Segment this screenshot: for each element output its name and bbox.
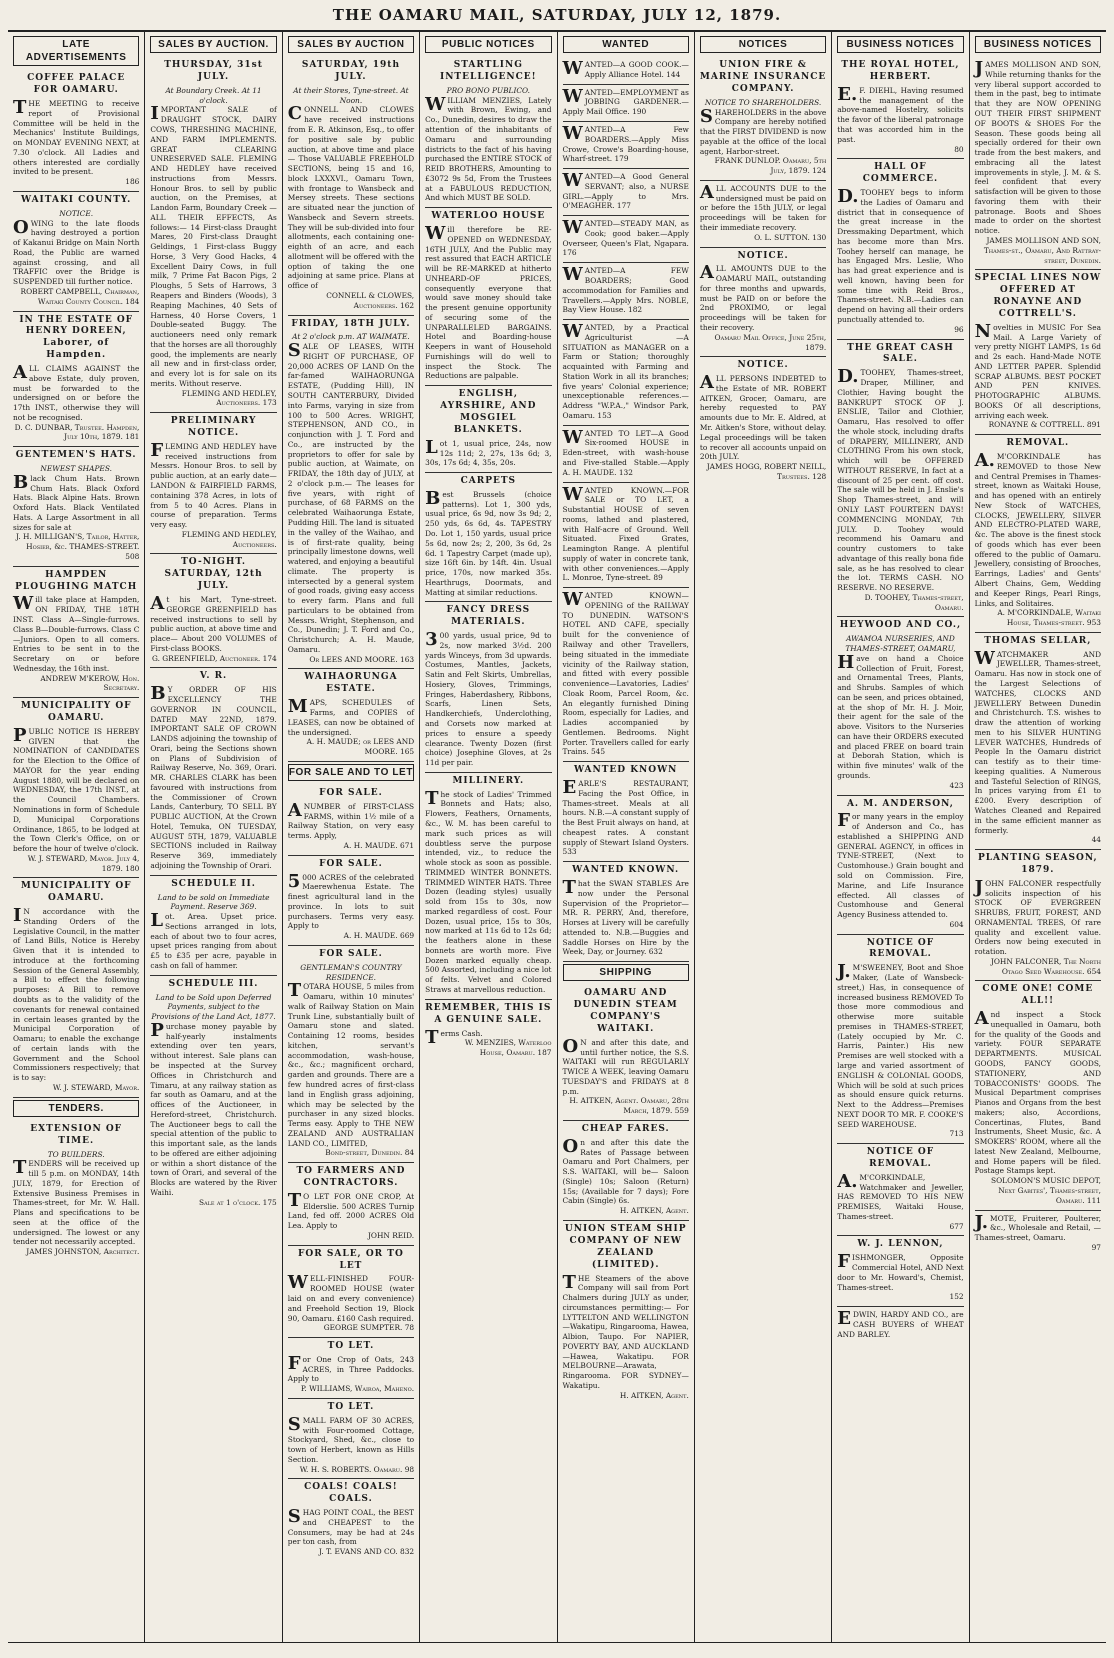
ad-title: W. J. LENNON, <box>857 1239 944 1250</box>
ad-body: For many years in the employ of Anderson and Co., has established a SHIPPING AND GENERAL AGENCY, in offices in TYNE-STREET, (Next to Customhouse.) Grain bought and sold on Commission. Fire, Marine, and Life Insurance effected. All classes of Customhouse and General Agency Business attended to. <box>837 810 964 920</box>
section-heading: PUBLIC NOTICES <box>425 36 551 53</box>
ad-title: NOTICE OF REMOVAL. <box>866 937 935 960</box>
advertisement <box>837 796 963 935</box>
section-heading: TENDERS. <box>13 1100 139 1117</box>
ad-title: TO-NIGHT. SATURDAY, 12th JULY. <box>164 557 263 592</box>
ad-subtitle: TO BUILDERS. <box>47 1149 105 1159</box>
section-heading: SALES BY AUCTION <box>288 36 414 53</box>
columns <box>8 32 1106 1643</box>
advertisement <box>13 567 139 698</box>
ad-title: REMOVAL. <box>1006 438 1070 449</box>
ad-body: FISHMONGER, Opposite Commercial Hotel, AND Next door to Mr. Howard's, Chemist, Thames-street. <box>837 1251 964 1292</box>
ad-body: WANTED—STEADY MAN, as Cook; good baker.—Apply Overseer, Queen's Flat, Ngapara. 176 <box>562 217 689 258</box>
ad-signature: ROBERT CAMPBELL, Chairman, Waitaki County Council. 184 <box>20 287 140 306</box>
ad-title: REMEMBER, THIS IS A GENUINE SALE. <box>425 1002 552 1025</box>
advertisement <box>975 633 1101 850</box>
ad-subtitle: PRO BONO PUBLICO. <box>446 85 531 95</box>
ad-body: Have on hand a Choice Collection of Fruit, Forest, and Ornamental Trees, Plants, and Shrubs. Samples of which can be seen, and prices obtained, at the shop of Mr. H. J. Moir, their agent for the sale of the above. Visitors to the Nurseries can have their ORDERS executed and placed FREE on board train at Deborah Station, which is within five minutes' walk of the grounds. <box>837 651 964 781</box>
advertisement <box>425 208 551 386</box>
ad-body: 5000 ACRES of the celebrated Maerewhenua Estate. The finest agricultural land in the province. In lots to suit purchasers. Terms very easy. Apply to <box>287 870 415 931</box>
ad-body: ON and after this date, and until further notice, the S.S. WAITAKI will run REGULARLY TWICE A WEEK, leaving Oamaru TUESDAY'S and FRIDAYS at 8 p.m. <box>562 1035 689 1096</box>
advertisement <box>288 316 414 670</box>
advertisement <box>288 1399 414 1479</box>
ad-subtitle: NOTICE TO SHAREHOLDERS. <box>704 97 822 107</box>
ad-body: WANTED—A Good General SERVANT; also, a NURSE GIRL.—Apply to Mrs. O'MEAGHER. 177 <box>562 170 689 211</box>
advertisement <box>13 447 139 567</box>
ad-title: COFFEE PALACE FOR OAMARU. <box>27 73 126 96</box>
ad-body: TENDERS will be received up till 5 p.m. on MONDAY, 14th JULY, 1879, for Erection of Extensive Business Premises in Thames-street, for Mr. W. Hall. Plans and specifications to be seen at the office of the undersigned. The lowest or any tender not necessarily accepted. <box>13 1157 140 1247</box>
advertisement <box>288 946 414 1163</box>
ad-body: E.F. DIEHL, Having resumed the management of the above-named Hostelry, solicits the favor of the liberal patronage that was accorded him in the past. <box>837 83 964 144</box>
ad-signature: H. AITKEN, Agent. <box>619 1206 689 1216</box>
advertisement <box>425 386 551 473</box>
ad-signature: 80 <box>954 144 964 154</box>
section-heading: SALES BY AUCTION. <box>150 36 276 53</box>
ad-signature: 44 <box>1091 835 1101 845</box>
ad-signature: D. C. DUNBAR, Trustee. Hampden, July 10th, 1879. 181 <box>14 422 140 442</box>
ad-signature: FLEMING AND HEDLEY, Auctioneers. <box>181 529 277 549</box>
ad-signature: 423 <box>949 780 964 790</box>
ad-subtitle: At 2 o'clock p.m. AT WAIMATE. <box>292 332 410 342</box>
column-8 <box>970 32 1106 1642</box>
ad-title: SCHEDULE II. <box>171 878 256 889</box>
ad-signature: W. MENZIES, Waterloo House, Oamaru. 187 <box>464 1038 552 1058</box>
advertisement <box>563 426 689 483</box>
ad-title: THURSDAY, 31st JULY. <box>164 60 263 83</box>
ad-signature: JOHN REID. <box>367 1230 415 1240</box>
ad-body: WILLIAM MENZIES, Lately with Brown, Ewing, and Co., Dunedin, desires to draw the attention of the inhabitants of Oamaru and surrounding districts to the fact of his having purchased the ENTIRE STOCK of REID BROTHERS, Amounting to £3072 9s 5d, From the Trustees at a FABULOUS REDUCTION, And which MUST BE SOLD. <box>425 93 552 203</box>
ad-body: EARLE'S RESTAURANT, Facing the Post Office, in Thames-street. Meals at all hours. N.B.—A constant supply of the Best Fruit always on hand, at cheapest rates. A constant supply of Stewart Island Oysters. 533 <box>562 777 689 857</box>
ad-title: WATERLOO HOUSE <box>431 211 546 222</box>
ad-body: WANTED—A GOOD COOK.—Apply Alliance Hotel. 144 <box>562 58 689 80</box>
advertisement <box>563 588 689 762</box>
ad-body: J.MOTE, Fruiterer, Poulterer, &c., Wholesale and Retail, — Thames-street, Oamaru. <box>974 1211 1101 1243</box>
advertisement <box>975 981 1101 1210</box>
ad-title: ENGLISH, AYRSHIRE, AND MOSGIEL BLANKETS. <box>440 389 537 435</box>
advertisement <box>288 1163 414 1246</box>
ad-subtitle: Land to be Sold upon Deferred Payments, subject to the Provisions of the Land Act, 1877. <box>151 992 276 1022</box>
advertisement <box>975 1211 1101 1257</box>
ad-body: Purchase money payable by half-yearly instalments extending over ten years, without interest. Sale plans can be inspected at the Survey Offices in Christchurch and Timaru, at any railway station as far south as Oamaru, and at the offices of the Auctioneer, in Hereford-street, Christchurch. The Auctioneer begs to call the special attention of the public to this important sale, as the lands to be offered are either adjoining or within a short distance of the town of Orari, and several of the Blocks are watered by the River Waihi. <box>150 1019 277 1197</box>
ad-subtitle: NOTICE. <box>59 208 94 218</box>
advertisement <box>837 1144 963 1236</box>
ad-title: TO LET. <box>327 1401 375 1412</box>
ad-signature: D. TOOHEY, Thames-street, Oamaru. <box>864 592 964 612</box>
advertisement <box>563 985 689 1121</box>
ad-signature: Or LEES AND MOORE. 163 <box>309 654 415 664</box>
ad-body: TO LET FOR ONE CROP, At Elderslie. 500 ACRES Turnip Land, fed off. 2000 ACRES Old Lea. Apply to <box>287 1189 415 1231</box>
ad-signature: 97 <box>1091 1242 1101 1252</box>
ad-body: EDWIN, HARDY AND CO., are CASH BUYERS of WHEAT AND BARLEY. <box>837 1308 964 1339</box>
ad-body: 300 yards, usual price, 9d to 2s, now marked 3½d. 200 yards Winceys, from 3d upwards. Costumes, Mantles, Jackets, Satin and Felt Skirts, Umbrellas, Hosiery, Gloves, Trimmings, Fringes, Haberdashery, Ribbons, Scarfs, Linen Sets, Handkerchiefs, Underclothing, and Corsets now marked at prices to ensure a speedy clearance. Twenty Dozen (first choice) Josephine Gloves, at 2s 11d per pair. <box>425 629 552 768</box>
ad-title: COME ONE! COME ALL!! <box>982 984 1094 1007</box>
advertisement <box>150 668 276 875</box>
advertisement <box>150 554 276 668</box>
column-1 <box>8 32 145 1642</box>
ad-body: WANTED—EMPLOYMENT as JOBBING GARDENER.—Apply Mail Office. 190 <box>562 85 689 117</box>
ad-signature: SOLOMON'S MUSIC DEPOT, Next Gabites', Thames-street, Oamaru. 111 <box>991 1176 1101 1205</box>
ad-body: OWING to the late floods having destroyed a portion of Kakanui Bridge on Main North Road, the Public are warned against crossing, and all TRAFFIC over the Bridge is SUSPENDED till further notice. <box>13 216 140 287</box>
ad-body: JAMES MOLLISON AND SON, While returning thanks for the very liberal support accorded to them in the past, beg to intimate that they are NOW OPENING OUT THEIR FIRST SHIPMENT OF BOOTS & SHOES For the Season. These goods being all specially ordered for their own trade from the best makers, and embracing all the latest improvements in style, J. M. & S. feel confident that every satisfaction will be given to those favoring them with their patronage. Boots and Shoes made to order on the shortest notice. <box>974 58 1101 236</box>
ad-title: OAMARU AND DUNEDIN STEAM COMPANY'S WAITAKI. <box>573 988 678 1034</box>
ad-title: THOMAS SELLAR, <box>984 635 1092 646</box>
ad-signature: FRANK DUNLOP. Oamaru, 5th July, 1879. 124 <box>714 156 827 176</box>
ad-title: NOTICE. <box>737 360 789 371</box>
ad-title: MILLINERY. <box>452 775 525 786</box>
advertisement <box>975 270 1101 435</box>
advertisement <box>837 340 963 618</box>
ad-title: SPECIAL LINES NOW OFFERED AT RONAYNE AND COTTRELL'S. <box>974 273 1102 319</box>
ad-signature: A. H. MAUDE. 669 <box>343 931 415 941</box>
ad-title: THE GREAT CASH SALE. <box>847 342 954 365</box>
ad-body: ALL CLAIMS AGAINST the above Estate, duly proven, must be forwarded to the undersigned on or before the 17th INST., otherwise they will not be recognised. <box>13 362 140 422</box>
advertisement <box>13 70 139 192</box>
ad-signature: A. H. MAUDE. 671 <box>343 840 415 850</box>
advertisement <box>563 1221 689 1404</box>
advertisement <box>150 413 276 554</box>
ad-title: THE ROYAL HOTEL, HERBERT. <box>841 60 960 83</box>
ad-title: PLANTING SEASON, 1879. <box>977 853 1098 875</box>
section-heading: BUSINESS NOTICES <box>837 36 963 53</box>
ad-title: NOTICE. <box>737 250 789 261</box>
advertisement <box>975 57 1101 270</box>
ad-signature: 713 <box>949 1129 964 1139</box>
ad-signature: P. WILLIAMS, Wairoa, Maheno. <box>300 1384 415 1394</box>
ad-signature: Sale at 1 o'clock. 175 <box>198 1197 277 1207</box>
ad-signature: W. J. STEWARD, Mayor. <box>52 1082 140 1092</box>
advertisement <box>700 57 826 181</box>
ad-title: FRIDAY, 18TH JULY. <box>291 318 411 329</box>
advertisement <box>13 1121 139 1261</box>
ad-body: For One Crop of Oats, 243 ACRES, in Three Paddocks. Apply to <box>287 1352 415 1384</box>
ad-signature: 96 <box>954 324 964 334</box>
ad-signature: 186 <box>125 177 140 187</box>
ad-title: FOR SALE, OR TO LET <box>298 1248 404 1271</box>
advertisement <box>288 1246 414 1338</box>
ad-title: FOR SALE. <box>319 858 383 869</box>
advertisement <box>13 192 139 312</box>
ad-body: Best Brussels (choice patterns). Lot 1, 300 yds, usual price, 6s 9d, now 3s 9d; 2, 250 yds, 6s 6d, 4s. TAPESTRY Do. Lot 1, 150 yards, usual price 5s 6d, now 2s; 2, 200, 3s 6d, 2s 6d. 1 Tapestry Carpet (made up), size 16ft 6in. by 14ft. 4in. Usual price, 170s, now marked 35s. Hearthrugs, Doormats, and Matting at similar reductions. <box>425 487 552 597</box>
ad-body: That the SWAN STABLES Are now under the Personal Supervision of the Proprietor— MR. R. PERRY, And, therefore, Horses at Livery will be carefully attended to. N.B.—Buggies and Saddle Horses on Hire by the Week, Day, or Journey. 632 <box>562 877 689 957</box>
advertisement <box>837 935 963 1145</box>
column-7 <box>832 32 969 1642</box>
ad-subtitle: AWAMOA NURSERIES, AND THAMES-STREET, OAMARU, <box>845 634 956 654</box>
advertisement <box>425 473 551 602</box>
advertisement <box>13 878 139 1097</box>
ad-body: Will therefore be RE-OPENED on WEDNESDAY, 16TH JULY, And the Public may rest assured that EACH ARTICLE will be RE-MARKED at hitherto UNHEARD-OF PRICES, consequently everyone that would save money should take the present genuine opportunity of securing some of the UNPARALLELED BARGAINS. Hotel and Boarding-house Keepers in want of Household Furnishings will do well to inspect the Stock. The Reductions are palpable. <box>425 223 552 381</box>
ad-title: IN THE ESTATE OF HENRY DOREEN, Laborer, of Hampden. <box>19 314 134 361</box>
ad-body: D.TOOHEY, Thames-street, Draper, Milliner, and Clothier, Having bought the BANKRUPT STOCK OF J. ENSLIE, Tailor and Clothier, Oamaru, Has resolved to offer the whole stock, including drafts of DRAPERY, MILLINERY, AND CLOTHING From his own stock, which will be OFFERED WITHOUT RESERVE, In fact at a discount of 25 per cent. off cost. The sale will be held in J. Enslie's Shop Thames-street, and will ONLY LAST FOURTEEN DAYS! COMMENCING MONDAY, 7th JULY. D. Toohey would recommend his Oamaru and country customers to take advantage of this really bona fide sale, as he has resolved to clear the lot. TERMS CASH. NO RESERVE. NO RESERVE. <box>837 366 964 593</box>
ad-title: FOR SALE. <box>319 787 383 798</box>
advertisement <box>563 169 689 216</box>
ad-title: COALS! COALS! COALS. <box>304 1482 398 1505</box>
ad-title: NOTICE OF REMOVAL. <box>866 1147 935 1170</box>
ad-signature: 604 <box>949 919 964 929</box>
ad-subtitle: GENTLEMAN'S COUNTRY RESIDENCE. <box>300 962 402 982</box>
ad-signature: W. H. S. ROBERTS. Oamaru. 98 <box>299 1464 415 1474</box>
advertisement <box>288 57 414 315</box>
ad-signature: JAMES HOGG, ROBERT NEILL, Trustees. 128 <box>706 462 827 481</box>
advertisement <box>563 57 689 85</box>
ad-title: WANTED KNOWN <box>573 765 678 776</box>
ad-title: TO FARMERS AND CONTRACTORS. <box>296 1166 406 1188</box>
ad-signature: Oamaru Mail Office, June 25th, 1879. <box>714 332 827 352</box>
ad-title: WAIHAORUNGA ESTATE. <box>304 672 398 695</box>
ad-subtitle: At Boundary Creek. At 11 o'clock. <box>165 85 262 105</box>
ad-body: Lot. Area. Upset price. Sections arranged in lots, each of about two to four acres, upset prices ranging from about £5 to £35 per acre, payable in cash on fall of hammer. <box>150 910 277 971</box>
ad-signature: J. H. MILLIGAN'S, Tailor, Hatter, Hosier, &c. THAMES-STREET. 508 <box>15 532 140 561</box>
ad-body: WANTED KNOWN.—FOR SALE or TO LET, a Substantial HOUSE of seven rooms, lathed and plastered, with Half-acre of Ground. Well Situated. Fixed Grates, Leamington Range. A plentiful supply of water in concrete tank, with other conveniences.—Apply L. Monroe, Tyne-street. 89 <box>562 483 689 583</box>
advertisement <box>837 1236 963 1307</box>
ad-signature: G. GREENFIELD, Auctioneer. 174 <box>151 653 277 663</box>
ad-subtitle: NEWEST SHAPES. <box>40 464 112 474</box>
ad-signature: JAMES MOLLISON AND SON, Thames-st., Oamaru, And Rattray-street, Dunedin. <box>983 235 1101 265</box>
advertisement <box>700 248 826 358</box>
ad-signature: H. AITKEN, Agent. Oamaru, 28th March, 1879. 559 <box>569 1096 689 1116</box>
advertisement <box>288 669 414 761</box>
ad-signature: ANDREW M'KEROW, Hon. Secretary. <box>40 673 140 693</box>
advertisement <box>288 856 414 946</box>
advertisement <box>288 1338 414 1399</box>
advertisement <box>563 122 689 169</box>
ad-body: FLEMING AND HEDLEY have received instructions from Messrs. Honour Bros. to sell by public auction, at an early date— LANDON & FAIRFIELD FARMS, containing 378 Acres, in lots of from 5 to 40 Acres. Plans in course of preparation. Terms very easy. <box>150 439 277 530</box>
advertisement <box>563 85 689 122</box>
ad-body: ALL PERSONS INDEBTED to the Estate of MR. ROBERT AITKEN, Grocer, Oamaru, are hereby requested to PAY amounts due to Mr. E. Aldred, at Mr. Aitken's Store, without delay. Legal proceedings will be taken to recover all accounts unpaid on 20th JULY. <box>699 372 827 462</box>
advertisement <box>13 312 139 448</box>
ad-body: And inspect a Stock unequalled in Oamaru, both for the quality of the Goods and variety. FOUR SEPARATE DEPARTMENTS. MUSICAL GOODS, FANCY GOODS, STATIONERY, AND TOBACCONISTS' GOODS. The Musical Department comprises Pianos and Organs from the best makers; also, Accordions, Concertinas, Flutes, Band Instruments, Sheet Music, &c. A SMOKERS' ROOM, where all the latest New Zealand, Melbourne, and Home papers will be filed. Postage Stamps kept. <box>974 1008 1101 1176</box>
ad-title: MUNICIPALITY OF OAMARU. <box>20 701 132 723</box>
ad-body: Black Chum Hats. Brown Chum Hats. Black Oxford Hats. Black Alpine Hats. Brown Oxford Hats. Black Ventilated Hats. A Large Assortment in all sizes for sale at <box>13 471 140 532</box>
advertisement <box>425 1000 551 1062</box>
ad-body: SHAREHOLDERS in the above Company are hereby notified that the FIRST DIVIDEND is now payable at the office of the local agent, Harbor-street. <box>699 105 827 156</box>
column-5 <box>558 32 695 1642</box>
ad-body: WELL-FINISHED FOUR-ROOMED HOUSE (water laid on and every convenience) and Freehold Section 19, Block 90, Oamaru. £160 Cash required. <box>287 1272 415 1323</box>
ad-body: CONNELL AND CLOWES have received instructions from E. R. Atkinson, Esq., to offer for positive sale by public auction, at above time and place— Those VALUABLE FREEHOLD SECTIONS, being 15 and 16, block LXXXVI., Oamaru Town, with frontage to Wansbeck and Mersey streets. These sections are situated near the junction of Wansbeck and Severn streets. They will be sub-divided into four allotments, each containing one-eighth of an acre, and each allotment will be offered with the option of taking the one adjoining at same price. Plans at office of <box>287 103 415 291</box>
ad-title: HALL OF COMMERCE. <box>862 162 939 185</box>
ad-body: MAPS, SCHEDULES of Farms, and COPIES of LEASES, can now be obtained of the undersigned. <box>287 696 415 737</box>
ad-body: TOTARA HOUSE, 5 miles from Oamaru, within 10 minutes' walk of Railway Station on Main Trunk Line, substantially built of Oamaru stone and slated. Containing 12 rooms, besides kitchen, servant's accommodation, wash-house, &c., &c.; magnificent orchard, garden and grounds. There are a few hundred acres of first-class land in English grass adjoining, which may be selected by the purchaser in any sized blocks. Terms easy. Apply to THE NEW ZEALAND AND AUSTRALIAN LAND CO., LIMITED, <box>287 980 415 1148</box>
ad-title: CHEAP FARES. <box>581 1124 670 1134</box>
ad-title: CARPETS <box>460 476 517 487</box>
ad-signature: JAMES JOHNSTON, Architect. <box>26 1247 140 1257</box>
ad-body: Terms Cash. <box>425 1026 483 1048</box>
advertisement <box>837 57 963 159</box>
ad-title: EXTENSION OF TIME. <box>30 1123 123 1146</box>
ad-body: WATCHMAKER AND JEWELLER, Thames-street, Oamaru. Has now in stock one of the Largest Selections of WATCHES, CLOCKS AND JEWELLERY Between Dunedin and Christchurch. T.S. wishes to draw the attention of working men to his SILVER HUNTING LEVER WATCHES, Hundreds of People In the Oamaru district can testify as to their time-keeping qualities. A Numerous and Tasteful Selection of RINGS, In prices varying from £1 to £200. Every description of Watches Cleaned and Repaired in the same efficient manner as formerly. <box>974 647 1101 835</box>
section-heading: NOTICES <box>700 36 826 53</box>
section-heading: SHIPPING <box>563 964 689 981</box>
advertisement <box>13 698 139 878</box>
ad-body: ANUMBER of FIRST-CLASS FARMS, within 1½ mile of a Railway Station, on very easy terms. Apply, <box>287 799 415 841</box>
advertisement <box>563 216 689 263</box>
column-2 <box>145 32 282 1642</box>
ad-signature: RONAYNE & COTTRELL. 891 <box>988 420 1101 430</box>
advertisement <box>288 785 414 856</box>
advertisement <box>425 602 551 772</box>
section-heading: WANTED <box>563 36 689 53</box>
ad-signature: GEORGE SUMPTER. 78 <box>323 1323 415 1333</box>
advertisement <box>150 876 276 976</box>
ad-title: GENTEMEN'S HATS. <box>15 450 137 461</box>
ad-subtitle: At their Stores, Tyne-street. At Noon. <box>293 85 409 105</box>
ad-signature: JOHN FALCONER, The North Otago Seed Warehouse. 654 <box>990 956 1101 976</box>
ad-body: WANTED, by a Practical Agriculturist —A SITUATION as MANAGER on a Farm or Station; thoroughly acquainted with Farming and Station Work in all its branches; five years' Colonial experience; unexceptionable references.—Address "W.P.A.," Windsor Park, Oamaru. 153 <box>562 321 689 420</box>
ad-signature: H. AITKEN, Agent. <box>619 1390 689 1400</box>
masthead <box>8 6 1106 32</box>
section-heading: BUSINESS NOTICES <box>975 36 1101 53</box>
ad-signature: Bond-street, Dunedin. 84 <box>325 1148 415 1158</box>
advertisement <box>425 57 551 208</box>
ad-body: BY ORDER OF HIS EXCELLENCY THE GOVERNOR IN COUNCIL, DATED MAY 22ND, 1879. IMPORTANT SALE OF CROWN LANDS adjoining the township of Orari, being the Sections shown on Plans of Subdivision of Railway Reserve, No. 369, Orari. MR. CHARLES CLARK has been favoured with instructions from the Commissioner of Crown Lands, Canterbury, TO SELL BY PUBLIC AUCTION, At the Crown Hotel, Temuka, ON TUESDAY, AUGUST 5TH, 1879, VALUABLE SECTIONS included in Railway Reserve 369, immediately adjoining the Township of Orari. <box>150 683 277 871</box>
ad-body: THE MEETING to receive report of Provisional Committee will be held in the Mechanics' Institute Buildings, on MONDAY EVENING NEXT, at 7.30 o'clock. All Ladies and others interested are cordially invited to be present. <box>13 97 140 177</box>
masthead-title: THE OAMARU MAIL, SATURDAY, JULY 12, 1879. <box>332 6 782 24</box>
advertisement <box>563 263 689 320</box>
advertisement <box>837 159 963 339</box>
ad-title: HEYWOOD AND CO., <box>839 620 962 631</box>
ad-title: MUNICIPALITY OF OAMARU. <box>20 881 132 904</box>
ad-signature: O. L. SUTTON. 130 <box>754 232 827 242</box>
ad-body: WANTED—A FEW BOARDERS; Good accommodation for Families and Travellers.—Apply Mrs. NOBLE, Bay View House. 182 <box>562 264 689 315</box>
advertisement <box>837 617 963 795</box>
ad-signature: 152 <box>949 1292 964 1302</box>
ad-body: SHAG POINT COAL, the BEST and CHEAPEST to the Consumers, may be had at 24s per ton cash, from <box>287 1506 415 1547</box>
ad-body: The stock of Ladies' Trimmed Bonnets and Hats; also, Flowers, Feathers, Ornaments, &c., W. M. has been careful to mark such prices as will doubtless serve the purpose intended, viz., to reduce the whole stock as soon as possible. TRIMMED WINTER BONNETS. TRIMMED WINTER HATS. Three Dozen (leading styles) usually sold from 15s to 30s, now marked regardless of cost. Four Dozen, usual price, 15s to 30s, now marked at 11s 6d to 12s 6d; the feathers alone in these bonnets are worth more. Five Dozen marked equally cheap. 500 Assorted, including a nice lot of felts. Velvet and Colored Straws at marvellous reduction. <box>425 787 552 994</box>
advertisement <box>150 57 276 413</box>
ad-title: UNION FIRE & MARINE INSURANCE COMPANY. <box>699 60 827 94</box>
ad-title: HAMPDEN PLOUGHING MATCH <box>15 569 138 592</box>
ad-body: A.M'CORKINDALE has REMOVED to those New and Central Premises in Thames-street, known as Waitaki House, and has opened with an entirely New Stock of WATCHES, CLOCKS, JEWELLERY, SILVER AND ELECTRO-PLATED WARE, &c. The above is the finest stock of goods which has ever been offered to the public of Oamaru. Jewellery, consisting of Brooches, Earrings, Ladies' and Gents' Albert Chains, Gem, Wedding and Keeper Rings, Pearl Rings, Links, and Solitaires. <box>974 450 1101 608</box>
advertisement <box>563 762 689 862</box>
ad-body: J.M'SWEENEY, Boot and Shoe Maker, (Late of Wansbeck-street,) Has, in consequence of increased business REMOVED To those more commodious and otherwise more suitable premises in THAMES-STREET, (Lately occupied by Mr. C. Harris, Painter.) His new Premises are well stocked with a large and varied assortment of ENGLISH & COLONIAL GOODS, Which will be sold at such prices as should ensure quick returns. Next to the Address—Premises NEXT DOOR TO MR. F. COOKE'S SEED WAREHOUSE. <box>837 961 964 1129</box>
ad-body: On and after this date the Rates of Passage between Oamaru and Port Chalmers, per S.S. WAITAKI, will be— Saloon (Single) 10s; Saloon (Return) 15s; (Available for 7 days); Fore Cabin (Single) 6s. <box>562 1135 689 1206</box>
advertisement <box>563 483 689 589</box>
advertisement <box>288 1479 414 1561</box>
ad-body: SMALL FARM OF 30 ACRES, with Four-roomed Cottage, Stockyard, Shed, &c., close to town of Herbert, known as Hills Section. <box>287 1413 415 1464</box>
advertisement <box>563 320 689 426</box>
column-6 <box>695 32 832 1642</box>
ad-body: WANTED TO LET—A Good Six-roomed HOUSE in Eden-street, with wash-house and Five-stalled Stable.—Apply A. H. MAUDE. 132 <box>562 426 689 477</box>
section-heading: LATE ADVERTISEMENTS <box>13 36 139 66</box>
advertisement <box>563 1121 689 1221</box>
ad-body: SALE OF LEASES, WITH RIGHT OF PURCHASE, OF 20,000 ACRES OF LAND On the far-famed WAIHAORUNGA ESTATE, (Pudding Hill), IN SOUTH CANTERBURY, Divided into Farms, varying in size from 100 to 500 Acres. WRIGHT, STEPHENSON, AND CO., in conjunction with J. T. Ford and Co., are instructed by the proprietors to offer for sale by public auction, at Waimate, on FRIDAY, the 18th day of JULY, at 2 o'clock p.m.— The leases for five years, with right of purchase, of 68 FARMS on the celebrated Waihaorunga Estate, Pudding Hill. The land is situated in the valley of the Waihao, and is of first-rate quality, being principally limestone downs, well watered, and enjoying a beautiful climate. The property is intersected by a general system of good roads, giving easy access to every farm. Plans and full particulars to be obtained from Messrs. Wright, Stephenson, and Co., Dunedin; J. T. Ford and Co., Christchurch; A. H. Maude, Oamaru. <box>287 340 415 654</box>
ad-title: UNION STEAM SHIP COMPANY OF NEW ZEALAND (LIMITED). <box>564 1224 687 1270</box>
ad-title: SATURDAY, 19th JULY. <box>301 60 400 83</box>
column-4 <box>420 32 557 1642</box>
ad-body: THE Steamers of the above Company will sail from Port Chalmers during JULY as under, circumstances permitting:— For LYTTELTON AND WELLINGTON —Wakatipu, Ringarooma, Hawea, Albion, Taupo. For NAPIER, POVERTY BAY, AND AUCKLAND—Hawea, Wakatipu. FOR MELBOURNE—Arawata, Ringarooma. FOR SYDNEY—Wakatipu. <box>562 1271 689 1390</box>
ad-body: IN accordance with the Standing Orders of the Legislative Council, in the matter of Land Bills, Notice is Hereby Given that it is intended to introduce at the forthcoming Session of the General Assembly, a Bill to effect the following purposes: A Bill to remove doubts as to the validity of the covenants for renewal contained in certain leases granted by the Municipal Corporation of Oamaru; to enable the exchange of certain lands with the Government and the School Commissioners respectively; that is to say: <box>13 905 140 1083</box>
ad-title: TO LET. <box>327 1341 375 1352</box>
ad-body: D.TOOHEY begs to inform the Ladies of Oamaru and district that in consequence of the great increase in the Dressmaking Department, which has become more than Mrs. Toohey herself can manage, he has Engaged Mrs. Leslie, Who has had great experience and is well known, having been for some time with Reid Bros., Thames-street. N.B.—Ladies can depend on having all their orders punctually attended to. <box>837 186 964 324</box>
ad-body: IMPORTANT SALE of DRAUGHT STOCK, DAIRY COWS, THRESHING MACHINE, AND FARM IMPLEMENTS. GREAT CLEARING UNRESERVED SALE. FLEMING AND HEDLEY have received instructions from Messrs. Honour Bros. to sell by public auction, on the Premises, at Landon Farm, Boundary Creek — ALL THEIR EFFECTS, As follows:— 14 First-class Draught Mares, 20 First-class Draught Geldings, 1 First-class Buggy Horse, 3 Very Good Hacks, 4 Excellent Dairy Cows, in full milk, 7 Prime Fat Bacon Pigs, 2 Ploughs, 5 Sets of Harrows, 3 Reapers and Binders (Woods), 3 Reaping Machines, 40 Sets of Harness, 40 Horse Covers, 1 Double-seated Buggy. The auctioneers need only remark that the horses are all thoroughly good, the implements are nearly all new and in first-class order, and every lot is for sale on its merits. Without reserve. <box>150 103 277 388</box>
ad-body: ALL AMOUNTS DUE to the OAMARU MAIL, outstanding for three months and upwards, must be PAID on or before the 2nd PROXIMO, or legal proceedings will be taken for their recovery. <box>699 262 827 332</box>
ad-title: V. R. <box>199 671 228 682</box>
advertisement <box>837 1307 963 1343</box>
ad-title: FOR SALE. <box>319 948 383 959</box>
ad-title: PRELIMINARY NOTICE. <box>170 416 257 439</box>
ad-subtitle: Land to be sold on Immediate Payment. Reserve 369. <box>157 892 270 912</box>
ad-title: STARTLING INTELLIGENCE! <box>440 60 537 83</box>
ad-body: WANTED KNOWN—OPENING of the RAILWAY TO DUNEDIN. WATSON'S HOTEL AND CAFE, specially built for the convenience of Railway and other Travellers, being situated in the immediate vicinity of the Railway station, and fitted with every possible convenience—Lavatories, Ladies' Cloak Room, Parcel Room, &c. An elegantly furnished Dining Room, especially for Ladies, and Ladies accompanied by Gentlemen. Bedrooms. Night Porter. Travellers called for early Trains. 545 <box>562 589 689 757</box>
ad-signature: J. T. EVANS AND CO. 832 <box>318 1547 415 1557</box>
ad-body: Lot 1, usual price, 24s, now 12s 11d; 2, 27s, 13s 6d; 3, 30s, 17s 6d; 4, 35s, 20s. <box>425 436 552 468</box>
ad-body: ALL ACCOUNTS DUE to the undersigned must be paid on or before the 15th JULY, or legal proceedings will be taken for their immediate recovery. <box>699 181 827 232</box>
advertisement <box>700 181 826 248</box>
ad-title: SCHEDULE III. <box>168 978 259 989</box>
advertisement <box>975 435 1101 633</box>
column-3 <box>283 32 420 1642</box>
section-heading: FOR SALE AND TO LET <box>288 764 414 781</box>
ad-body: Novelties in MUSIC For Sea Mail. A Large Variety of very pretty NIGHT LAMPS, 1s 6d and 2s each. Hand-Made NOTE AND LETTER PAPER. Splendid SCRAP ALBUMS. BEST POCKET AND PEN KNIVES. PHOTOGRAPHIC ALBUMS. BOOKS Of all descriptions, arriving each week. <box>974 320 1101 420</box>
ad-body: A.M'CORKINDALE, Watchmaker and Jeweller, HAS REMOVED TO HIS NEW PREMISES, Waitaki House, Thames-street. <box>837 1170 964 1221</box>
advertisement <box>563 862 689 962</box>
ad-signature: A. H. MAUDE; or LEES AND MOORE. 165 <box>306 737 415 757</box>
ad-title: WAITAKI COUNTY. <box>21 195 132 206</box>
ad-signature: 677 <box>949 1221 964 1231</box>
ad-title: FANCY DRESS MATERIALS. <box>446 605 531 628</box>
ad-body: PUBLIC NOTICE IS HEREBY GIVEN that the NOMINATION of CANDIDATES for the Election to the Office of MAYOR for the year ending August 1880, will be declared on WEDNESDAY, the 17th INST., at the Council Chambers. Nominations in form of Schedule D, Municipal Corporations Ordinance, 1865, to be lodged at the Town Clerk's Office, on or before the hour of twelve o'clock. <box>13 724 140 854</box>
ad-body: WANTED—A Few BOARDERS.—Apply Miss Crowe, Crowe's Boarding-house, Wharf-street. 179 <box>562 123 689 164</box>
ad-signature: FLEMING AND HEDLEY, Auctioneers. 173 <box>181 388 277 408</box>
ad-body: JOHN FALCONER respectfully solicits inspection of his STOCK OF EVERGREEN SHRUBS, FRUIT, FOREST, AND ORNAMENTAL TREES, Of rare quality and excellent value. Orders now being executed in rotation. <box>974 876 1101 957</box>
ad-signature: W. J. STEWARD, Mayor. July 4, 1879. 180 <box>27 853 140 873</box>
ad-signature: A. M'CORKINDALE, Waitaki House, Thames-street. 953 <box>997 608 1101 628</box>
advertisement <box>425 773 551 1000</box>
advertisement <box>700 357 826 485</box>
ad-body: Will take place at Hampden, ON FRIDAY, THE 18TH INST. Class A—Single-furrows. Class B—Double-furrows. Class C—Juniors. Open to all comers. Entries to be sent in to the Secretary on or before Wednesday, the 16th inst. <box>13 593 140 673</box>
advertisement <box>975 850 1101 981</box>
ad-body: At his Mart, Tyne-street. GEORGE GREENFIELD has received instructions to sell by public auction, at above time and place— About 200 VOLUMES of First-class BOOKS. <box>150 593 277 653</box>
ad-title: A. M. ANDERSON, <box>846 798 954 809</box>
ad-title: WANTED KNOWN. <box>572 865 680 876</box>
ad-signature: CONNELL & CLOWES, Auctioneers. 162 <box>326 291 415 310</box>
advertisement <box>150 976 276 1212</box>
